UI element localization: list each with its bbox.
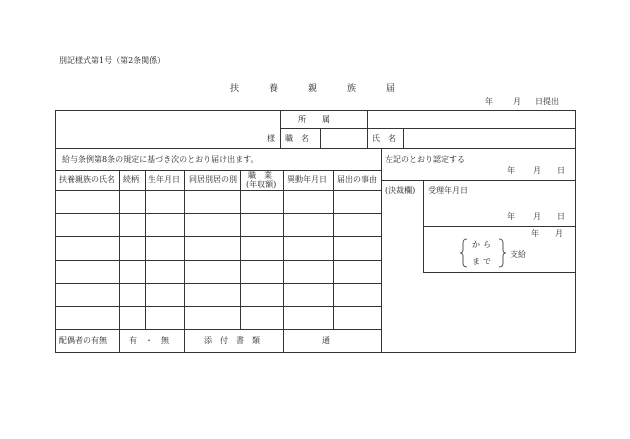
frame-top xyxy=(55,110,576,111)
certify-text: 左記のとおり認定する xyxy=(385,155,465,164)
header-line-1 xyxy=(280,128,575,129)
attachments-label: 添 付 書 類 xyxy=(204,336,260,345)
form-title-char-1: 扶 xyxy=(230,84,240,94)
col-line-7 xyxy=(381,148,382,352)
affil-left xyxy=(280,110,281,148)
pos-label-right xyxy=(320,128,321,148)
approval-line-2 xyxy=(423,226,576,227)
name-label-right xyxy=(403,128,404,148)
frame-right xyxy=(575,110,576,352)
col-header-income: (年収額) xyxy=(246,180,277,189)
period-year: 年 xyxy=(531,229,539,238)
spouse-label: 配偶者の有無 xyxy=(59,336,107,345)
name-label-left xyxy=(367,110,368,148)
form-title-char-2: 養 xyxy=(269,84,279,94)
brace-right-icon xyxy=(498,238,506,268)
certify-year: 年 xyxy=(507,166,515,175)
certify-day: 日 xyxy=(557,166,565,175)
position-label: 職 名 xyxy=(285,134,309,143)
col-header-occupation: 職 業 xyxy=(248,171,272,180)
from-label: から xyxy=(472,240,494,249)
receipt-year: 年 xyxy=(507,212,515,221)
col-header-change-date: 異動年月日 xyxy=(287,175,327,184)
col-header-relation: 続柄 xyxy=(123,175,139,184)
frame-left xyxy=(55,110,56,352)
honorific-label: 様 xyxy=(267,134,275,143)
frame-bottom xyxy=(55,352,576,353)
form-title-char-4: 族 xyxy=(347,84,357,94)
name-label: 氏 名 xyxy=(372,134,396,143)
approval-line-3 xyxy=(423,272,576,273)
brace-left-icon xyxy=(460,238,468,268)
receipt-day: 日 xyxy=(557,212,565,221)
col-line-1 xyxy=(119,170,120,352)
to-label: まで xyxy=(472,257,494,266)
header-line-2 xyxy=(55,148,576,149)
certify-month: 月 xyxy=(533,166,541,175)
submit-day-label: 日提出 xyxy=(535,97,559,106)
col-line-2 xyxy=(145,170,146,329)
form-title-char-3: 親 xyxy=(308,84,318,94)
notice-text: 給与条例第8条の規定に基づき次のとおり届け出ます。 xyxy=(62,155,259,164)
submit-year-label: 年 xyxy=(485,97,493,106)
spouse-options: 有 ・ 無 xyxy=(129,336,169,345)
col-header-cohabit: 同居別居の別 xyxy=(189,175,237,184)
col-header-name: 扶養親族の氏名 xyxy=(59,175,115,184)
col-header-reason: 届出の事由 xyxy=(337,175,377,184)
affiliation-label: 所 属 xyxy=(298,115,330,124)
col-header-birthdate: 生年月日 xyxy=(148,175,180,184)
col-line-3 xyxy=(184,170,185,352)
attachments-count-unit: 通 xyxy=(322,336,330,345)
form-number: 別記様式第1号（第2条関係） xyxy=(59,56,166,65)
period-month: 月 xyxy=(555,229,563,238)
decision-label: (決裁欄) xyxy=(385,186,416,195)
receipt-label: 受理年月日 xyxy=(428,186,468,195)
receipt-month: 月 xyxy=(533,212,541,221)
col-line-5 xyxy=(283,170,284,352)
payment-label: 支給 xyxy=(510,250,526,259)
form-title-char-5: 届 xyxy=(386,84,396,94)
col-line-6 xyxy=(333,170,334,329)
approval-line-1 xyxy=(381,180,576,181)
col-line-4 xyxy=(240,170,241,329)
table-row-line-6 xyxy=(55,329,381,330)
submit-month-label: 月 xyxy=(513,97,521,106)
